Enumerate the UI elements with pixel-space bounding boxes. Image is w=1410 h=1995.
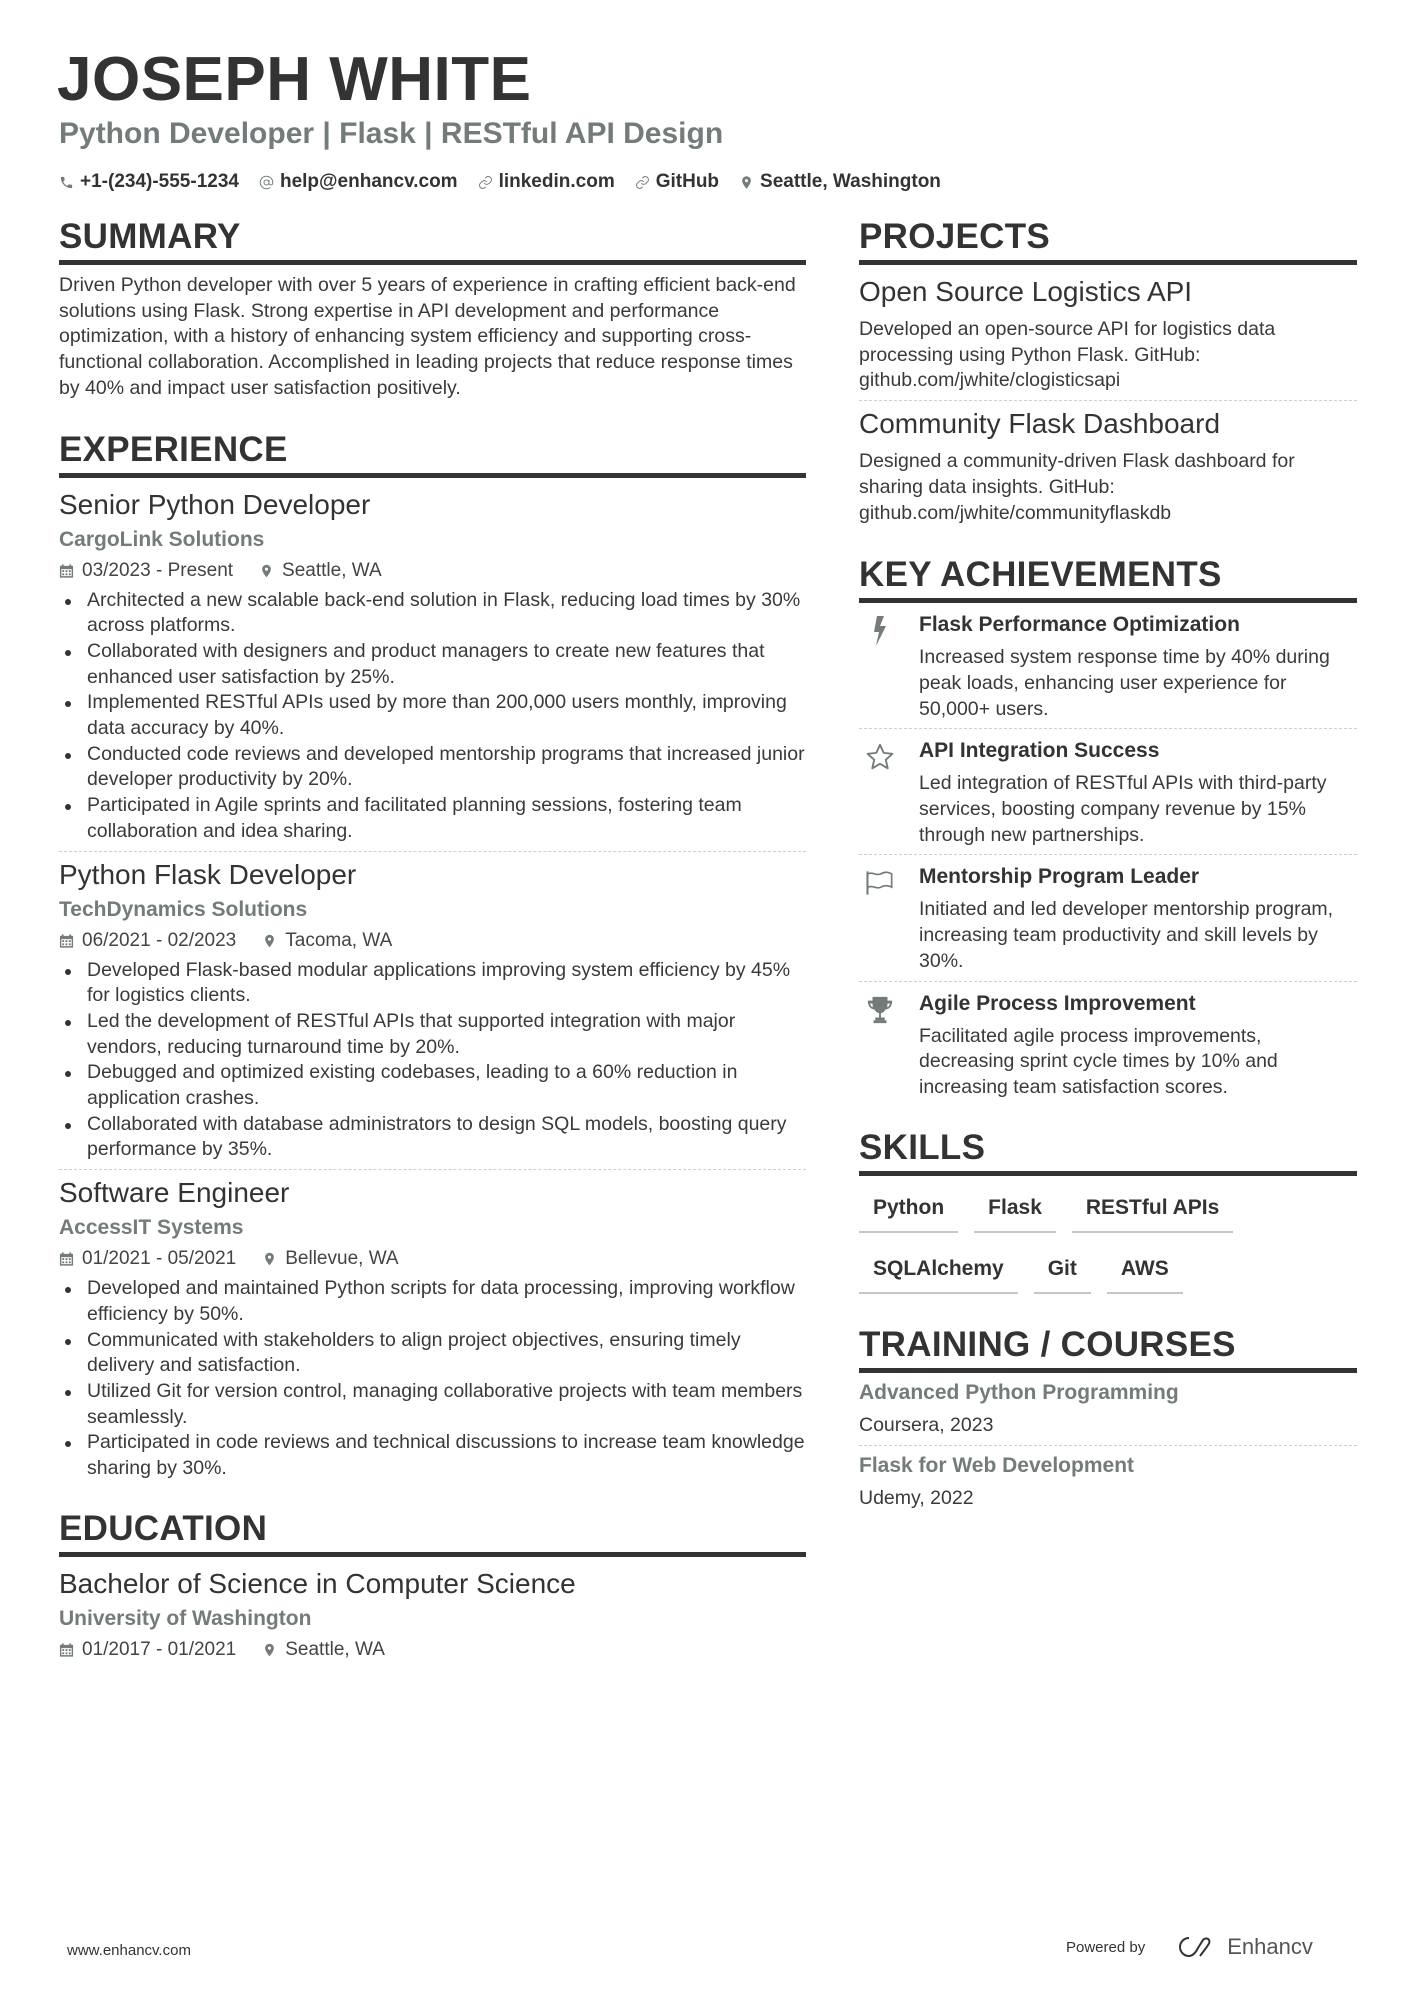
education-section [59, 1508, 806, 1663]
flag-icon [865, 867, 895, 899]
project-description: Developed an open-source API for logistics data processing using Python Flask. GitHub: github.com/jwhite/clogisticsapi [859, 318, 1276, 392]
achievement-icon-wrap [859, 990, 919, 1101]
job-title: Software Engineer [59, 1177, 290, 1209]
entry-divider [859, 981, 1357, 982]
achievement-entry [859, 603, 1357, 722]
achievement-icon-wrap [859, 611, 919, 722]
job-location-text: Seattle, WA [282, 559, 382, 581]
job-dates [59, 928, 236, 954]
powered-by-label: Powered by [1066, 1938, 1146, 1956]
job-location [262, 928, 392, 954]
achievement-title: Mentorship Program Leader [919, 865, 1200, 889]
enhancv-logo-icon [1173, 1934, 1219, 1960]
section-title-training: TRAINING / COURSES [859, 1324, 1357, 1373]
calendar-icon [59, 1642, 74, 1658]
job-bullet: Participated in code reviews and technical discussions to increase team knowledge sharing by 30%. [59, 1430, 806, 1481]
project-description: Designed a community-driven Flask dashboard for sharing data insights. GitHub: github.com/jwhite/communityflaskdb [859, 450, 1295, 524]
job-title: Python Flask Developer [59, 858, 357, 890]
job-location-text: Bellevue, WA [285, 1248, 399, 1270]
job-bullet: Developed Flask-based modular applications improving system efficiency by 45% for logistics clients. [59, 958, 806, 1009]
entry-divider [59, 1169, 806, 1170]
link-icon [635, 175, 650, 190]
brand-name: Enhancv [1227, 1934, 1313, 1959]
education-location-text: Seattle, WA [285, 1638, 385, 1660]
lightning-bolt-icon [865, 615, 895, 647]
section-title-achievements: KEY ACHIEVEMENTS [859, 554, 1357, 603]
phone-icon [59, 175, 74, 190]
job-bullets [59, 958, 806, 1164]
calendar-icon [59, 933, 74, 949]
brand-logo[interactable] [1173, 1934, 1313, 1960]
location-pin-icon [262, 1642, 277, 1658]
job-dates-text: 01/2021 - 05/2021 [82, 1248, 237, 1270]
footer-website[interactable]: www.enhancv.com [67, 1942, 191, 1959]
projects-section [859, 216, 1357, 526]
project-entry [859, 407, 1357, 526]
job-bullets [59, 588, 806, 845]
section-title-summary: SUMMARY [59, 216, 806, 265]
entry-divider [859, 400, 1357, 401]
course-entry [859, 1379, 1357, 1439]
contact-email[interactable] [259, 170, 458, 194]
job-location-text: Tacoma, WA [285, 929, 393, 951]
achievement-entry [859, 988, 1357, 1101]
job-bullet: Debugged and optimized existing codebases, leading to a 60% reduction in application crashes. [59, 1060, 806, 1111]
right-column [859, 216, 1357, 1512]
skills-list [859, 1190, 1357, 1294]
job-bullet: Collaborated with database administrators to design SQL models, boosting query performance by 35%. [59, 1112, 806, 1163]
star-icon [865, 741, 895, 773]
course-title: Advanced Python Programming [859, 1380, 1179, 1404]
job-meta [59, 558, 806, 584]
contact-phone-text: +1-(234)-555-1234 [80, 171, 239, 192]
job-bullet: Led the development of RESTful APIs that supported integration with major vendors, reducing turnaround time by 20%. [59, 1009, 806, 1060]
entry-divider [859, 854, 1357, 855]
experience-entry [59, 488, 806, 845]
education-dates-text: 01/2017 - 01/2021 [82, 1638, 237, 1660]
experience-section [59, 429, 806, 1482]
course-entry [859, 1452, 1357, 1512]
candidate-name: JOSEPH WHITE [57, 45, 532, 114]
contact-phone[interactable] [59, 170, 239, 194]
project-title: Community Flask Dashboard [859, 408, 1221, 440]
section-title-projects: PROJECTS [859, 216, 1357, 265]
footer-powered-by [1066, 1934, 1313, 1960]
achievement-body [919, 990, 1357, 1101]
course-provider: Udemy, 2022 [859, 1486, 974, 1509]
achievement-description: Led integration of RESTful APIs with third-party services, boosting company revenue by 15% through new partnerships. [919, 772, 1327, 846]
entry-divider [59, 851, 806, 852]
section-title-experience: EXPERIENCE [59, 429, 806, 478]
location-pin-icon [262, 933, 277, 949]
trophy-icon [865, 994, 895, 1026]
company-name: CargoLink Solutions [59, 527, 265, 551]
skill-tag: SQLAlchemy [859, 1251, 1018, 1294]
summary-text: Driven Python developer with over 5 years of experience in crafting efficient back-end solutions using Flask. Strong expertise in API development and performance optimization, with a history of enhancing system efficiency and supporting cross-functional collaboration. Accomplished in leading projects that reduce response times by 40% and impact user satisfaction positively. [59, 274, 796, 399]
school-name: University of Washington [59, 1606, 312, 1630]
contact-github-text: GitHub [655, 171, 720, 192]
training-section [859, 1324, 1357, 1512]
location-pin-icon [262, 1251, 277, 1267]
location-pin-icon [259, 563, 274, 579]
calendar-icon [59, 563, 74, 579]
job-bullet: Participated in Agile sprints and facilitated planning sessions, fostering team collaboration and idea sharing. [59, 793, 806, 844]
summary-section [59, 216, 806, 402]
achievement-description: Facilitated agile process improvements, decreasing sprint cycle times by 10% and increasing team satisfaction scores. [919, 1024, 1278, 1098]
job-bullet: Utilized Git for version control, managing collaborative projects with team members seamlessly. [59, 1379, 806, 1430]
degree-title: Bachelor of Science in Computer Science [59, 1567, 576, 1599]
achievement-body [919, 611, 1357, 722]
link-icon [478, 175, 493, 190]
contact-github[interactable] [635, 170, 719, 194]
job-dates-text: 03/2023 - Present [82, 559, 234, 581]
job-bullet: Implemented RESTful APIs used by more than 200,000 users monthly, improving data accuracy by 40%. [59, 690, 806, 741]
contact-location [739, 170, 941, 194]
achievement-title: Flask Performance Optimization [919, 613, 1240, 637]
at-icon [259, 175, 274, 190]
skill-tag: AWS [1107, 1251, 1183, 1294]
job-dates-text: 06/2021 - 02/2023 [82, 929, 237, 951]
achievement-title: Agile Process Improvement [919, 991, 1196, 1015]
left-column [59, 216, 806, 1663]
job-bullet: Communicated with stakeholders to align project objectives, ensuring timely delivery and satisfaction. [59, 1328, 806, 1379]
job-meta [59, 1246, 806, 1272]
education-meta [59, 1637, 806, 1663]
achievement-icon-wrap [859, 863, 919, 974]
job-bullet: Conducted code reviews and developed mentorship programs that increased junior developer productivity by 20%. [59, 742, 806, 793]
job-meta [59, 928, 806, 954]
job-dates [59, 1246, 236, 1272]
contact-linkedin[interactable] [478, 170, 615, 194]
contact-location-text: Seattle, Washington [760, 171, 941, 192]
achievement-body [919, 863, 1357, 974]
experience-entry [59, 1176, 806, 1482]
skill-tag: Python [859, 1190, 958, 1233]
entry-divider [859, 1445, 1357, 1446]
education-dates [59, 1637, 236, 1663]
job-location [259, 558, 382, 584]
course-title: Flask for Web Development [859, 1453, 1135, 1477]
achievement-entry [859, 735, 1357, 848]
calendar-icon [59, 1251, 74, 1267]
contact-bar [59, 170, 941, 194]
achievement-icon-wrap [859, 737, 919, 848]
job-bullet: Architected a new scalable back-end solution in Flask, reducing load times by 30% across platforms. [59, 588, 806, 639]
skill-tag: Flask [974, 1190, 1056, 1233]
section-title-skills: SKILLS [859, 1127, 1357, 1176]
course-provider: Coursera, 2023 [859, 1413, 994, 1436]
company-name: TechDynamics Solutions [59, 897, 308, 921]
contact-email-text: help@enhancv.com [279, 171, 458, 192]
company-name: AccessIT Systems [59, 1216, 244, 1240]
job-location [262, 1246, 398, 1272]
education-location [262, 1637, 385, 1663]
education-entry [59, 1567, 806, 1663]
achievement-body [919, 737, 1357, 848]
contact-linkedin-text: linkedin.com [498, 171, 615, 192]
job-bullet: Developed and maintained Python scripts for data processing, improving workflow efficiency by 50%. [59, 1276, 806, 1327]
project-title: Open Source Logistics API [859, 276, 1193, 307]
achievements-section [859, 554, 1357, 1100]
experience-entry [59, 858, 806, 1164]
achievement-description: Increased system response time by 40% during peak loads, enhancing user experience for 50,000+ users. [919, 646, 1330, 720]
achievement-description: Initiated and led developer mentorship program, increasing team productivity and skill levels by 30%. [919, 898, 1334, 972]
job-dates [59, 558, 233, 584]
location-pin-icon [739, 175, 754, 190]
skill-tag: RESTful APIs [1072, 1190, 1233, 1233]
skills-section [859, 1127, 1357, 1294]
job-bullet: Collaborated with designers and product managers to create new features that enhanced user satisfaction by 25%. [59, 639, 806, 690]
project-entry [859, 275, 1357, 394]
job-title: Senior Python Developer [59, 488, 371, 520]
skill-tag: Git [1034, 1251, 1091, 1294]
achievement-entry [859, 861, 1357, 974]
candidate-headline: Python Developer | Flask | RESTful API Design [59, 117, 724, 150]
entry-divider [859, 728, 1357, 729]
job-bullets [59, 1276, 806, 1482]
achievement-title: API Integration Success [919, 739, 1160, 763]
section-title-education: EDUCATION [59, 1508, 806, 1557]
